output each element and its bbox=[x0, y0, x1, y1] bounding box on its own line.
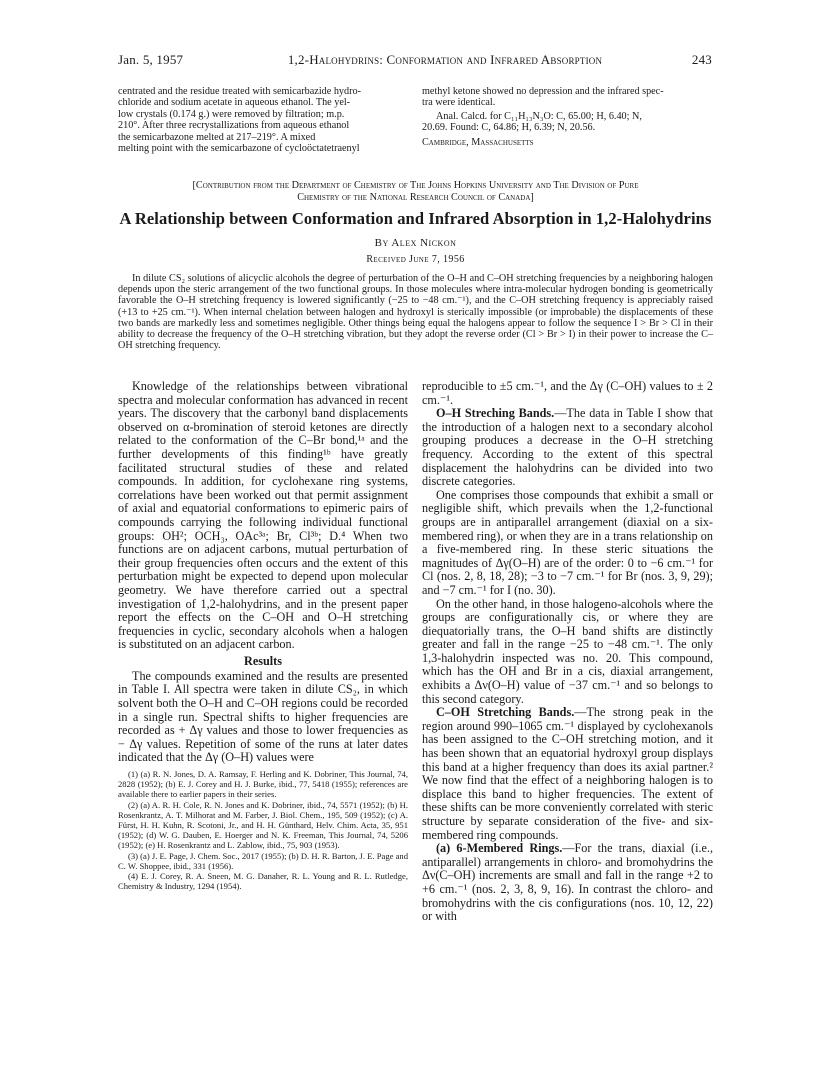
footnote: (4) E. J. Corey, R. A. Sneen, M. G. Danaher, R. L. Young and R. L. Rutledge, Chemistry & Industry, 1294 (1954). bbox=[118, 871, 408, 892]
running-title: 1,2-Halohydrins: Conformation and Infrared Absorption bbox=[287, 52, 603, 67]
six-ring-text: —For the trans, diaxial (i.e., antiparallel) arrangements in chloro- and bromohydrins the Δν(C–OH) increments are small and fall in the range +2 to +6 cm.⁻¹ (nos. 2, 3, 8, 9, 16). In contrast the chloro- and bromohydrins with the cis configurations (nos. 10, 12, 22) or with bbox=[422, 841, 714, 924]
text-line: low crystals (0.174 g.) were removed by filtration; m.p. bbox=[118, 108, 345, 120]
text-line: melting point with the semicarbazone of cycloöctatetraenyl bbox=[118, 143, 360, 155]
coh-paragraph bbox=[422, 706, 713, 842]
text-line: centrated and the residue treated with semicarbazide hydro- bbox=[118, 86, 361, 97]
footnotes bbox=[118, 769, 408, 891]
footnote: (3) (a) J. E. Page, J. Chem. Soc., 2017 (1955); (b) D. H. R. Barton, J. E. Page and C. W. Shoppee, ibid., 331 (1956). bbox=[118, 850, 408, 871]
text-line: tra were identical. bbox=[422, 97, 496, 109]
contribution-line: Chemistry of the National Research Council of Canada] bbox=[297, 192, 534, 203]
footnote: (2) (a) A. R. H. Cole, R. N. Jones and K. Dobriner, ibid., 74, 5571 (1952); (b) H. Rosenkrantz, A. T. Milhorat and M. Farber, J. Biol. Chem., 195, 509 (1952); (c) A. Fürst, H. H. Kuhn, R. Scotoni, Jr., and H. H. Günthard, Helv. Chim. Acta, 35, 951 (1952); (d) W. G. Dauben, E. Hoerger and N. K. Freeman, This Journal, 74, 5206 (1952); (e) H. Rosenkrantz and L. Zablow, ibid., 75, 903 (1953). bbox=[118, 799, 408, 851]
abstract: In dilute CS₂ solutions of alicyclic alcohols the degree of perturbation of the O–H and C–OH stretching frequencies by a neighboring halogen depends upon the steric arrangement of the two functional groups. In those molecules where intra-molecular hydrogen bonding is geometrically favorable the O–H stretching frequency is lowered significantly (−25 to −48 cm.⁻¹), and the C–OH stretching frequency is appreciably raised (+13 to +25 cm.⁻¹). When internal chelation between halogen and hydroxyl is sterically impossible (or improbable) the displacements of these two bands are markedly less and sometimes negligible. Other things being equal the halogens appear to follow the sequence I > Br > Cl in their ability to decrease the frequency of the O–H stretching vibration, but they adopt the reverse order (Cl > Br > I) in their power to increase the C–OH stretching frequency. bbox=[118, 273, 713, 352]
text-line: 210°. After three recrystallizations from aqueous ethanol bbox=[118, 120, 350, 132]
footnote: (1) (a) R. N. Jones, D. A. Ramsay, F. Herling and K. Dobriner, This Journal, 74, 2828 (1952); (b) E. J. Corey and H. J. Burke, ibid., 77, 5418 (1955); references are available there to earlier papers in their series. bbox=[118, 769, 408, 800]
oh-heading: O–H Streching Bands. bbox=[436, 406, 555, 421]
small-shift-paragraph: One comprises those compounds that exhibit a small or negligible shift, which prevails when the 1,2-functional groups are in antiparallel arrangement (diaxial on a six-membered ring), or when they are in a trans relationship on a five-membered ring. In these steric situations the magnitudes of Δγ(O–H) are of the order: 0 to −6 cm.⁻¹ for Cl (nos. 2, 8, 18, 28); −3 to −7 cm.⁻¹ for Br (nos. 3, 9, 29); and −7 cm.⁻¹ for I (no. 30). bbox=[422, 487, 713, 597]
contribution-note bbox=[118, 180, 713, 204]
previous-article-right bbox=[422, 86, 713, 148]
coh-text: —The strong peak in the region around 990–1065 cm.⁻¹ displayed by cyclohexanols has been assigned to the C–OH stretching motion, and it has been shown that an equatorial hydroxyl group displays this band at a higher frequency than does its axial partner.² We now find that the effect of a neighboring halogen is to displace this band to higher frequencies. The extent of these shifts can be more conveniently correlated with steric structure by separate consideration of the five- and six-membered ring compounds. bbox=[422, 705, 713, 842]
continued-paragraph: reproducible to ±5 cm.⁻¹, and the Δγ (C–OH) values to ± 2 cm.⁻¹. bbox=[422, 379, 713, 407]
six-ring-paragraph bbox=[422, 842, 713, 924]
byline: By Alex Nickon bbox=[374, 237, 457, 249]
previous-article-left bbox=[118, 86, 408, 154]
analysis-line: 20.69. Found: C, 64.86; H, 6.39; N, 20.56. bbox=[422, 122, 596, 134]
oh-paragraph bbox=[422, 407, 713, 489]
contribution-line: [Contribution from the Department of Chemistry of The Johns Hopkins University and The Division of Pure bbox=[192, 180, 639, 191]
six-ring-heading: (a) 6-Membered Rings. bbox=[436, 841, 563, 856]
large-shift-paragraph: On the other hand, in those halogeno-alcohols where the groups are configurationally cis, or where they are diequatorially trans, the O–H band shifts are distinctly greater and fall in the range −25 to −48 cm.⁻¹. The only 1,3-halohydrin inspected was no. 20. This compound, which has the OH and Br in a cis, diaxial arrangement, exhibits a Δν(O–H) value of −37 cm.⁻¹ and so belongs to this second category. bbox=[422, 596, 713, 706]
article-title: A Relationship between Conformation and Infrared Absorption in 1,2-Halohydrins bbox=[119, 209, 712, 228]
page-number: 243 bbox=[691, 52, 712, 67]
results-paragraph: The compounds examined and the results are presented in Table I. All spectra were taken in dilute CS₂, in which solvent both the O–H and C–OH regions could be recorded in a single run. Spectral shifts to higher frequencies are recorded as + Δγ values and those to lower frequencies as − Δγ values. Repetition of some of the runs at later dates indicated that the Δγ (O–H) values were bbox=[118, 668, 408, 765]
left-column bbox=[118, 380, 408, 891]
text-line: chloride and sodium acetate in aqueous ethanol. The yel- bbox=[118, 97, 351, 109]
results-heading: Results bbox=[244, 653, 282, 668]
intro-paragraph: Knowledge of the relationships between vibrational spectra and molecular conformation has advanced in recent years. The discovery that the carbonyl band displacements observed on α-bromination of steroid ketones are directly related to the conformation of the C–Br bond,¹ᵃ and the further developments of this finding¹ᵇ have greatly facilitated structural studies of these and related compounds. In addition, for cyclohexane ring systems, correlations have been worked out that permit assignment of axial and equatorial conformations to epimeric pairs of compounds carrying the following individual functional groups: OH²; OCH₃, OAc³ᵃ; Br, Cl³ᵇ; D.⁴ When two functions are on adjacent carbons, mutual perturbation of their group frequencies often occurs and the extent of this perturbation might be expected to depend upon molecular geometry. We have therefore carried out a spectral investigation of 1,2-halohydrins, and in the present paper report the effects on the C–OH and O–H stretching frequencies in cyclic, secondary alcohols when a halogen is substituted on an adjacent carbon. bbox=[118, 379, 408, 652]
location: Cambridge, Massachusetts bbox=[422, 136, 534, 148]
text-line: the semicarbazone melted at 217–219°. A mixed bbox=[118, 131, 316, 143]
analysis-line: Anal. Calcd. for C₁₁H₁₃N₃O: C, 65.00; H, 6.40; N, bbox=[436, 110, 642, 122]
text-line: methyl ketone showed no depression and the infrared spec- bbox=[422, 86, 664, 97]
received-date: Received June 7, 1956 bbox=[366, 254, 465, 265]
right-column bbox=[422, 380, 713, 924]
coh-heading: C–OH Stretching Bands. bbox=[436, 705, 575, 720]
header-date: Jan. 5, 1957 bbox=[118, 52, 184, 67]
oh-text: —The data in Table I show that the introduction of a halogen next to a secondary alcohol grouping produces a decrease in the O–H stretching frequency. According to the extent of this spectral displacement the halohydrins can be divided into two discrete categories. bbox=[422, 406, 713, 489]
